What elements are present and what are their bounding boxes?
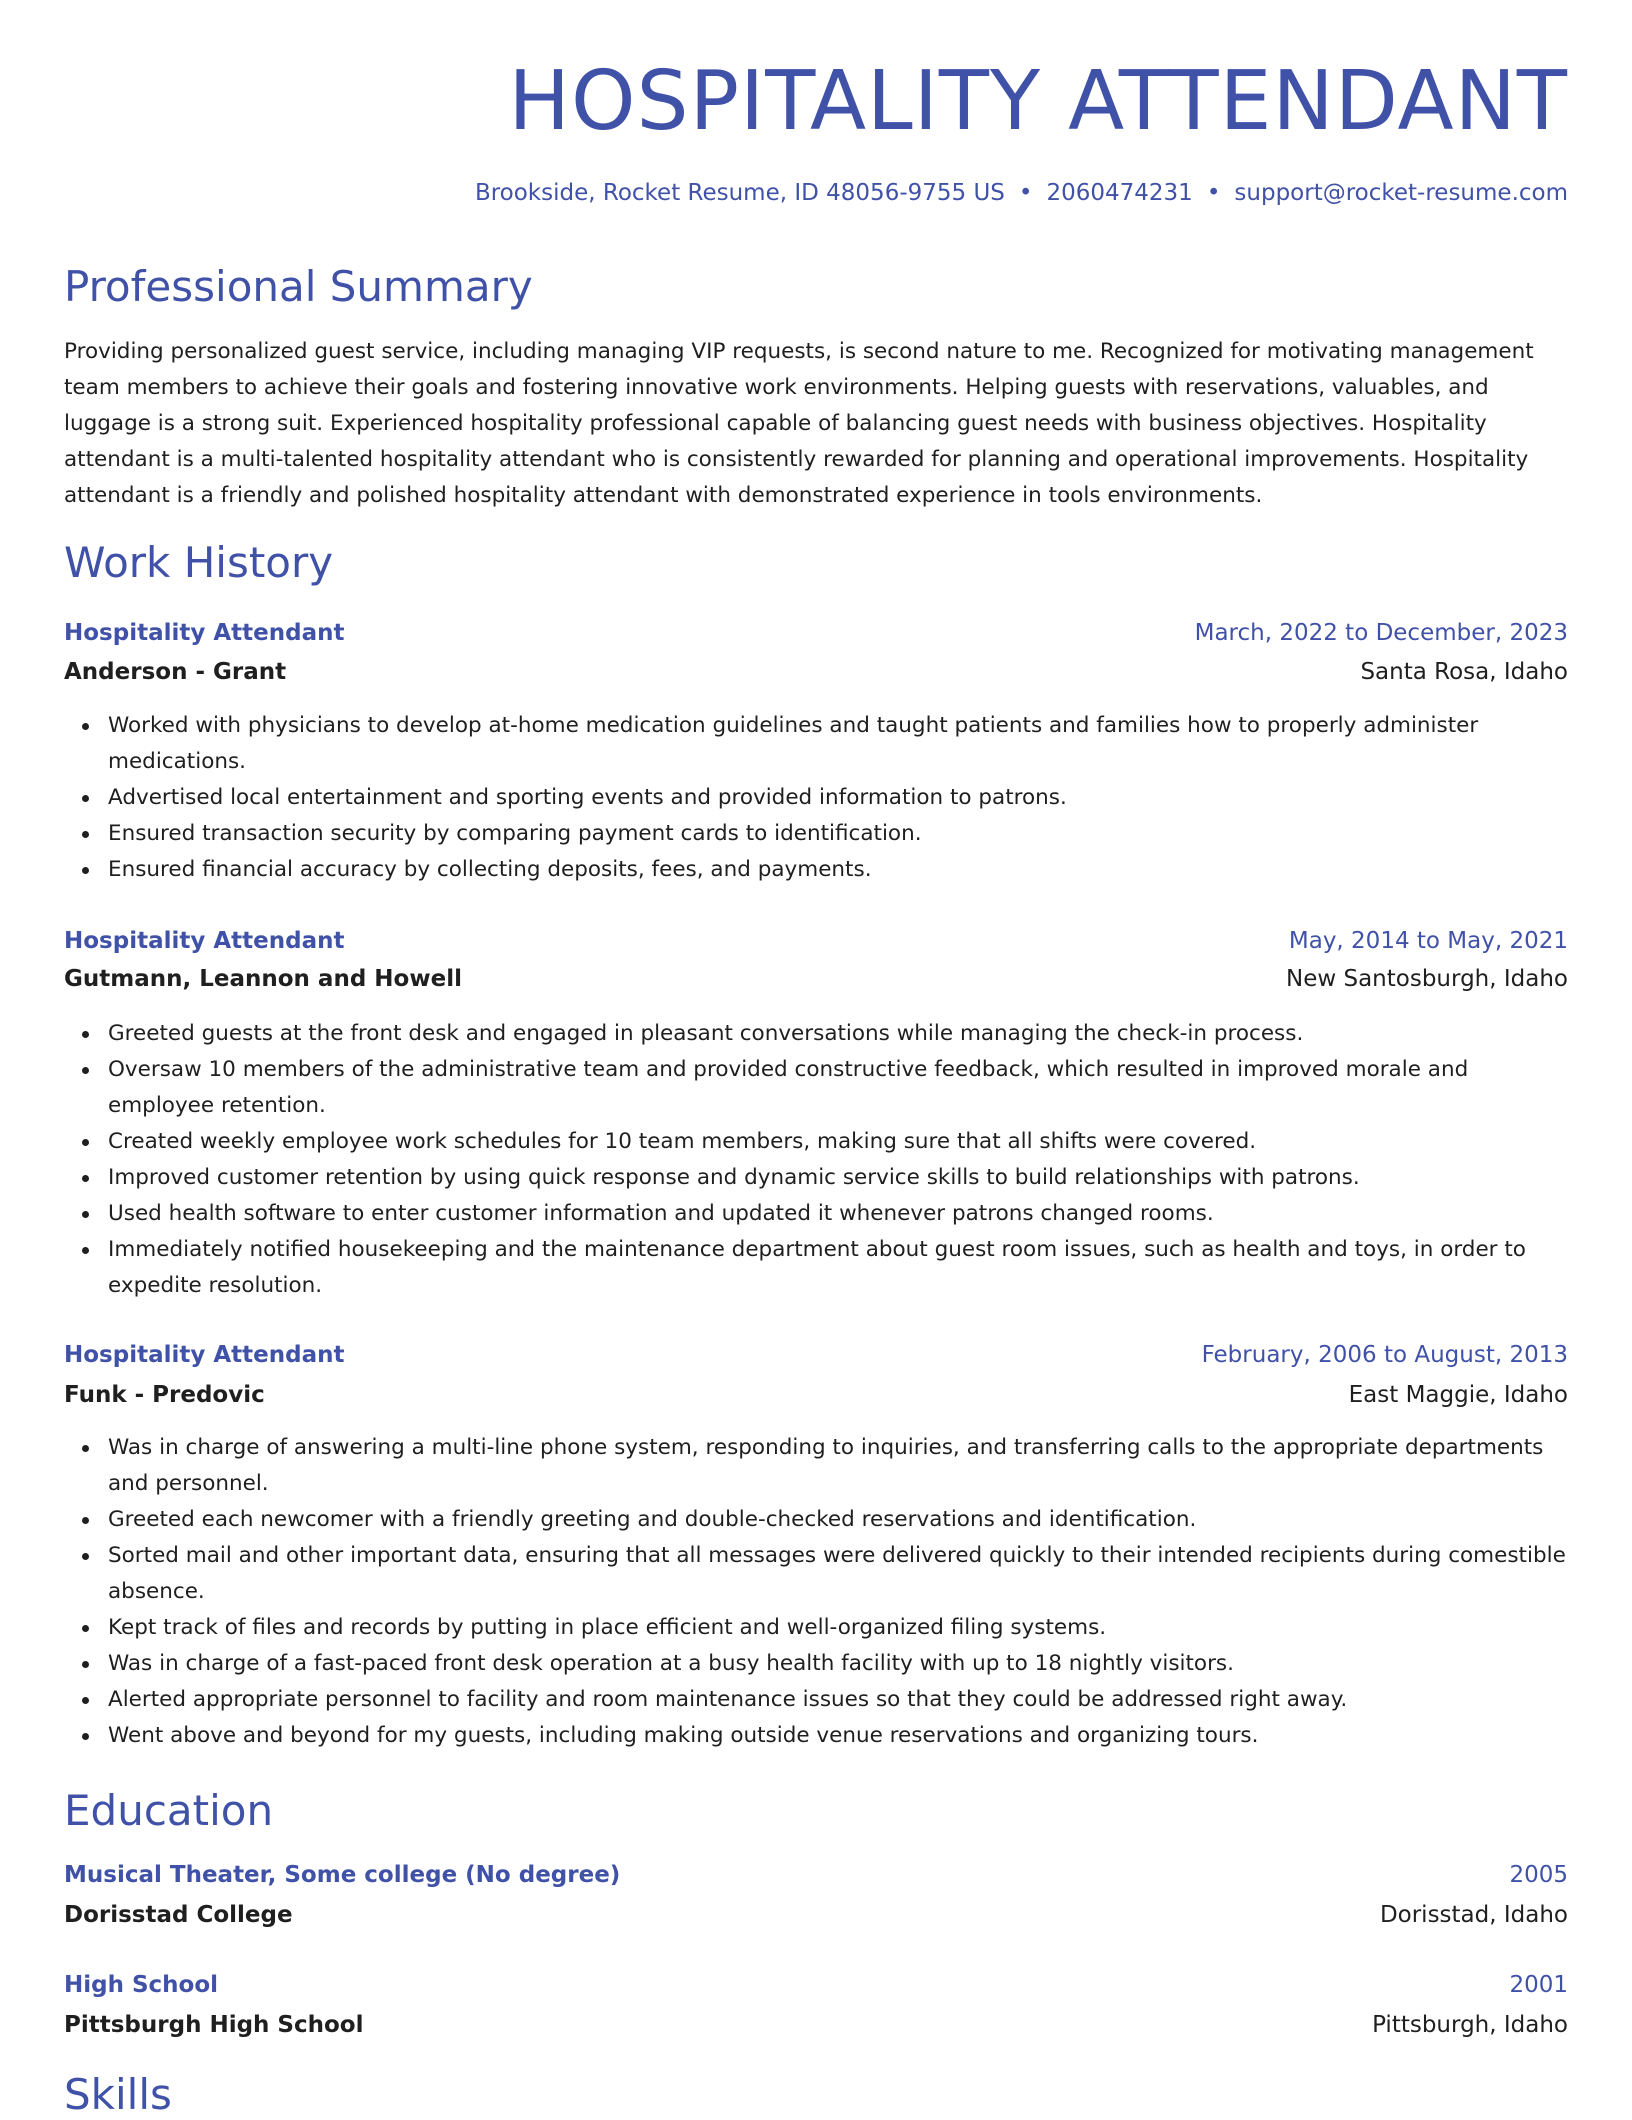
education-degree: Musical Theater, Some college (No degree) xyxy=(64,1862,621,1888)
job-dates: February, 2006 to August, 2013 xyxy=(1201,1342,1568,1368)
summary-text: Providing personalized guest service, including managing VIP requests, is second nature to me. Recognized for motivating management team members to achieve their goals and fostering innovative work environments. Helping guests with reservations, valuables, and luggage is a strong suit. Experienced hospitality professional capable of balancing guest needs with business objectives. Hospitality attendant is a multi-talented hospitality attendant who is consistently rewarded for planning and operational improvements. Hospitality attendant is a friendly and polished hospitality attendant with demonstrated experience in tools environments. xyxy=(64,339,1534,508)
job-location: Santa Rosa, Idaho xyxy=(1360,659,1568,685)
list-item: Immediately notified housekeeping and the maintenance department about guest room issues, such as health and toys, in order to expedite resolution. xyxy=(108,1232,1568,1304)
list-item: Sorted mail and other important data, ensuring that all messages were delivered quickly to their intended recipients during comestible absence. xyxy=(108,1538,1568,1610)
education-title-row xyxy=(64,1858,1568,1892)
education-location: Dorisstad, Idaho xyxy=(1379,1902,1568,1928)
job-title: Hospitality Attendant xyxy=(64,928,345,954)
education-year: 2001 xyxy=(1509,1972,1568,1998)
job-company: Gutmann, Leannon and Howell xyxy=(64,966,462,992)
list-item: Went above and beyond for my guests, including making outside venue reservations and organizing tours. xyxy=(108,1718,1568,1754)
resume-page xyxy=(64,0,1568,2119)
skills-heading: Skills xyxy=(64,2070,172,2119)
education-school-row xyxy=(64,2008,1568,2042)
job-title-row xyxy=(64,924,1568,958)
job-bullets xyxy=(64,1430,1568,1754)
list-item: Ensured transaction security by comparing payment cards to identification. xyxy=(108,816,1568,852)
contact-line xyxy=(475,180,1568,206)
list-item: Worked with physicians to develop at-home medication guidelines and taught patients and families how to properly administer medications. xyxy=(108,708,1568,780)
job-dates: May, 2014 to May, 2021 xyxy=(1288,928,1568,954)
job-company-row xyxy=(64,962,1568,996)
list-item: Kept track of files and records by putting in place efficient and well-organized filing systems. xyxy=(108,1610,1568,1646)
summary-heading: Professional Summary xyxy=(64,262,533,311)
education-year: 2005 xyxy=(1509,1862,1568,1888)
job-company: Anderson - Grant xyxy=(64,659,287,685)
list-item: Advertised local entertainment and sporting events and provided information to patrons. xyxy=(108,780,1568,816)
list-item: Alerted appropriate personnel to facility and room maintenance issues so that they could be addressed right away. xyxy=(108,1682,1568,1718)
contact-address: Brookside, Rocket Resume, ID 48056-9755 US xyxy=(474,180,1005,206)
job-title-row xyxy=(64,1338,1568,1372)
list-item: Ensured financial accuracy by collecting deposits, fees, and payments. xyxy=(108,852,1568,888)
education-school: Pittsburgh High School xyxy=(64,2012,364,2038)
job-location: New Santosburgh, Idaho xyxy=(1286,966,1568,992)
education-school: Dorisstad College xyxy=(64,1902,293,1928)
resume-name: HOSPITALITY ATTENDANT xyxy=(508,54,1568,149)
list-item: Oversaw 10 members of the administrative team and provided constructive feedback, which resulted in improved morale and employee retention. xyxy=(108,1052,1568,1124)
contact-separator: • xyxy=(1206,180,1221,206)
contact-email[interactable]: support@rocket-resume.com xyxy=(1234,180,1568,206)
list-item: Greeted each newcomer with a friendly greeting and double-checked reservations and identification. xyxy=(108,1502,1568,1538)
contact-phone: 2060474231 xyxy=(1046,180,1193,206)
work-history-heading: Work History xyxy=(64,538,334,587)
education-heading: Education xyxy=(64,1786,274,1835)
list-item: Used health software to enter customer information and updated it whenever patrons changed rooms. xyxy=(108,1196,1568,1232)
job-company: Funk - Predovic xyxy=(64,1382,265,1408)
list-item: Was in charge of a fast-paced front desk operation at a busy health facility with up to 18 nightly visitors. xyxy=(108,1646,1568,1682)
list-item: Created weekly employee work schedules for 10 team members, making sure that all shifts were covered. xyxy=(108,1124,1568,1160)
contact-separator: • xyxy=(1018,180,1033,206)
job-company-row xyxy=(64,655,1568,689)
education-degree: High School xyxy=(64,1972,219,1998)
job-dates: March, 2022 to December, 2023 xyxy=(1194,620,1568,646)
list-item: Improved customer retention by using quick response and dynamic service skills to build relationships with patrons. xyxy=(108,1160,1568,1196)
job-bullets xyxy=(64,708,1568,888)
job-title: Hospitality Attendant xyxy=(64,620,345,646)
list-item: Greeted guests at the front desk and engaged in pleasant conversations while managing the check-in process. xyxy=(108,1016,1568,1052)
list-item: Was in charge of answering a multi-line phone system, responding to inquiries, and transferring calls to the appropriate departments and personnel. xyxy=(108,1430,1568,1502)
job-title: Hospitality Attendant xyxy=(64,1342,345,1368)
education-location: Pittsburgh, Idaho xyxy=(1372,2012,1568,2038)
education-title-row xyxy=(64,1968,1568,2002)
job-location: East Maggie, Idaho xyxy=(1348,1382,1568,1408)
job-bullets xyxy=(64,1016,1568,1304)
job-title-row xyxy=(64,616,1568,650)
job-company-row xyxy=(64,1378,1568,1412)
education-school-row xyxy=(64,1898,1568,1932)
